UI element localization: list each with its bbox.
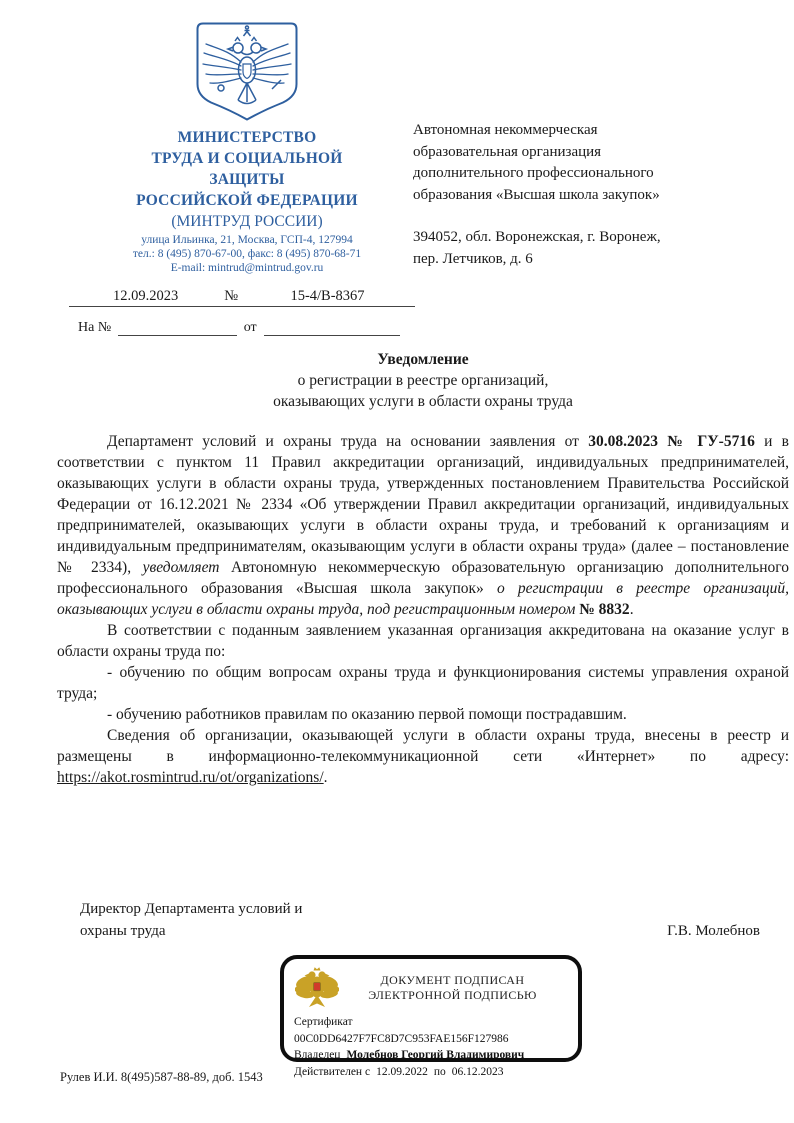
signer-position [80, 899, 302, 942]
body-paragraph: Департамент условий и охраны труда на основании заявления от 30.08.2023 № ГУ-5716 и в соответствии с пунктом 11 Правил аккредитации организаций, индивидуальных предпринимателей, оказывающих услуги в области охраны труда, утвержденных постановлением Правительства Российской Федерации от 16.12.2021 № 2334 «Об утверждении Правил аккредитации организаций, индивидуальных предпринимателей, оказывающих услуги в области охраны труда, и требований к организациям и индивидуальным предпринимателям, оказывающим услуги в области охраны труда» (далее – постановление № 2334), уведомляет Автономную некоммерческую образовательную организацию дополнительного профессионального образования «Высшая школа закупок» о регистрации в реестре организаций, оказывающих услуги в области охраны труда, под регистрационным номером № 8832. [57, 433, 789, 618]
document-date-number-row [69, 288, 415, 307]
reply-reference-line [78, 319, 400, 336]
reply-date-blank [264, 320, 400, 336]
reply-date-label: от [243, 320, 257, 335]
ministry-name-line: ЗАЩИТЫ [209, 171, 285, 188]
reply-number-label: На № [78, 320, 112, 335]
body-paragraph: В соответствии с поданным заявлением указанная организация аккредитована на оказание услуг в области охраны труда по: [57, 622, 789, 660]
recipient-address-line: пер. Летчиков, д. 6 [413, 250, 533, 267]
letter-body [57, 431, 789, 788]
document-title: Уведомление [377, 351, 469, 368]
document-title-block [57, 349, 789, 412]
recipient-name-line: образования «Высшая школа закупок» [413, 186, 660, 203]
signer-position-line: охраны труда [80, 922, 166, 939]
ministry-short-name: (МИНТРУД РОССИИ) [171, 213, 323, 230]
electronic-signature-stamp [280, 955, 582, 1078]
gold-coat-of-arms-icon [295, 966, 339, 1010]
recipient-gap [413, 206, 743, 227]
ministry-letterhead [57, 22, 437, 307]
document-subtitle-line: о регистрации в реестре организаций, [297, 372, 549, 389]
body-paragraph: Сведения об организации, оказывающей услуги в области охраны труда, внесены в реестр и размещены в информационно-телекоммуникационной сети «Интернет» по адресу: https://akot.rosmintrud.ru/ot/organizations/. [57, 727, 789, 786]
number-sign: № [222, 288, 240, 307]
body-paragraph: - обучению работников правилам по оказанию первой помощи пострадавшим. [107, 706, 627, 723]
ministry-name [57, 127, 437, 211]
document-date: 12.09.2023 [69, 288, 222, 307]
ministry-address: улица Ильинка, 21, Москва, ГСП-4, 127994 [141, 234, 353, 246]
ministry-phone: тел.: 8 (495) 870-67-00, факс: 8 (495) 870-68-71 [132, 248, 362, 260]
validity-from: 12.09.2022 [376, 1065, 428, 1078]
ministry-contacts [57, 233, 437, 275]
stamp-certificate-line [294, 1014, 566, 1047]
validity-label: Действителен с [294, 1065, 371, 1078]
stamp-details [294, 1014, 566, 1080]
certificate-value: 00C0DD6427F7FC8D7C953FAE156F127986 [294, 1032, 509, 1045]
recipient-name-line: образовательная организация [413, 143, 602, 160]
stamp-header [294, 966, 566, 1010]
stamp-title [339, 973, 566, 1003]
certificate-label: Сертификат [294, 1016, 353, 1028]
stamp-title-line: ДОКУМЕНТ ПОДПИСАН [380, 973, 525, 987]
recipient-name-line: Автономная некоммерческая [413, 122, 598, 138]
executor-contact: Рулев И.И. 8(495)587-88-89, доб. 1543 [60, 1070, 263, 1084]
signer-position-line: Директор Департамента условий и [80, 901, 303, 917]
document-subtitle-line: оказывающих услуги в области охраны труда [273, 393, 573, 410]
document-number: 15-4/В-8367 [240, 288, 415, 307]
owner-label: Владелец [294, 1049, 341, 1061]
russian-coat-of-arms-icon [195, 22, 299, 122]
ministry-name-line: ТРУДА И СОЦИАЛЬНОЙ [151, 150, 343, 167]
reply-number-blank [118, 320, 237, 336]
stamp-owner-line [294, 1047, 566, 1064]
owner-value: Молебнов Георгий Владимирович [346, 1049, 525, 1061]
ministry-email: E-mail: mintrud@mintrud.gov.ru [170, 262, 324, 274]
validity-to: 06.12.2023 [451, 1065, 504, 1078]
ministry-name-line: РОССИЙСКОЙ ФЕДЕРАЦИИ [136, 192, 358, 209]
registry-url-link[interactable]: https://akot.rosmintrud.ru/ot/organizations/ [57, 769, 324, 786]
validity-to-label: по [433, 1065, 446, 1078]
body-paragraph: - обучению по общим вопросам охраны труда и функционирования системы управления охраной труда; [57, 664, 789, 702]
stamp-title-line: ЭЛЕКТРОННОЙ ПОДПИСЬЮ [368, 988, 537, 1002]
recipient-block [413, 120, 743, 270]
signer-name: Г.В. Молебнов [667, 922, 760, 939]
stamp-validity-line [294, 1064, 566, 1081]
recipient-name-line: дополнительного профессионального [413, 165, 654, 181]
signature-block [80, 899, 760, 942]
ministry-name-line: МИНИСТЕРСТВО [177, 129, 317, 146]
recipient-address-line: 394052, обл. Воронежская, г. Воронеж, [413, 229, 661, 245]
